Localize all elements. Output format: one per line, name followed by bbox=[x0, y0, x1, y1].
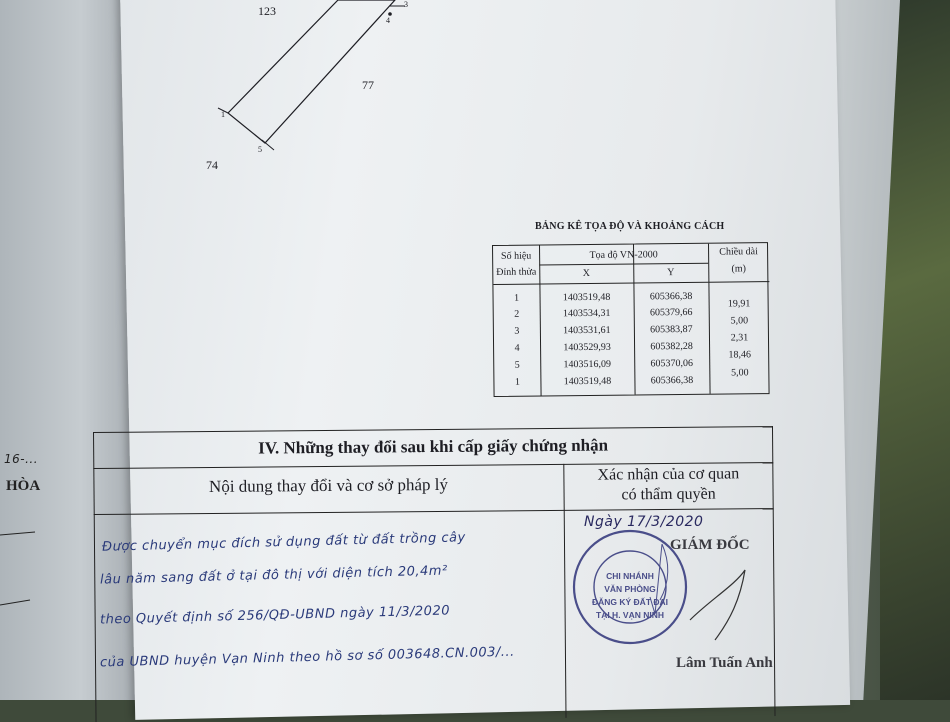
vertex-label-4: 4 bbox=[386, 16, 390, 25]
handwritten-line-2: lâu năm sang đất ở tại đô thị với diện tích 20,4m² bbox=[99, 563, 448, 588]
table-row-y: 605383,87 bbox=[650, 323, 693, 336]
header-confirmation bbox=[563, 464, 773, 506]
signer-title: GIÁM ĐỐC bbox=[670, 537, 750, 553]
table-row-y: 605379,66 bbox=[649, 306, 693, 319]
parcel-label-77: 77 bbox=[362, 78, 374, 92]
table-row-id: 1 bbox=[514, 376, 520, 388]
table-row-id: 4 bbox=[514, 342, 520, 354]
header-so-hieu: Số hiệu bbox=[500, 250, 532, 262]
header-confirmation-line1: Xác nhận của cơ quan bbox=[597, 465, 740, 484]
coordinate-table bbox=[492, 242, 770, 397]
left-margin-text: HÒA bbox=[6, 478, 41, 494]
header-x: X bbox=[582, 267, 590, 280]
segment-length: 5,00 bbox=[730, 315, 749, 327]
table-row-id: 5 bbox=[514, 359, 520, 371]
table-row-x: 1403529,93 bbox=[563, 341, 611, 354]
segment-length: 19,91 bbox=[727, 298, 751, 310]
signer-name: Lâm Tuấn Anh bbox=[676, 655, 773, 671]
header-dinh-thua: Đỉnh thửa bbox=[496, 266, 537, 278]
table-row-x: 1403516,09 bbox=[563, 358, 612, 371]
vertex-label-3: 3 bbox=[404, 0, 408, 9]
table-row-y: 605382,28 bbox=[650, 340, 693, 353]
table-row-y: 605366,38 bbox=[650, 374, 694, 387]
table-row-y: 605370,06 bbox=[650, 357, 694, 370]
parcel-label-123: 123 bbox=[258, 4, 276, 18]
table-row-x: 1403531,61 bbox=[563, 324, 611, 337]
stamp-line-4: TẠI H. VẠN NINH bbox=[596, 610, 664, 620]
table-row-id: 2 bbox=[514, 308, 520, 320]
boundary-tick bbox=[262, 140, 274, 150]
stamp-line-3: ĐĂNG KÝ ĐẤT ĐAI bbox=[591, 597, 669, 607]
vertex-label-5: 5 bbox=[258, 145, 262, 154]
table-row-x: 1403519,48 bbox=[562, 291, 611, 304]
stamp-line-2: VĂN PHÒNG bbox=[604, 584, 656, 594]
header-confirmation-line2: có thẩm quyền bbox=[621, 485, 716, 504]
table-row-id: 3 bbox=[514, 325, 520, 337]
parcel-outline bbox=[228, 0, 395, 143]
handwritten-line-1: Được chuyển mục đích sử dụng đất từ đất trồng cây bbox=[101, 530, 466, 555]
table-row-id: 1 bbox=[514, 292, 520, 304]
header-unit: (m) bbox=[731, 263, 747, 275]
vertex-label-1: 1 bbox=[221, 110, 225, 119]
header-chieu-dai: Chiều dài bbox=[719, 246, 758, 258]
table-row-x: 1403519,48 bbox=[563, 375, 612, 388]
stamp-line-1: CHI NHÁNH bbox=[606, 571, 654, 581]
table-row-y: 605366,38 bbox=[649, 290, 693, 303]
coordinate-table-title: BẢNG KÊ TỌA ĐỘ VÀ KHOẢNG CÁCH bbox=[535, 221, 725, 232]
left-margin-scribble: 16-... bbox=[4, 452, 39, 466]
header-y: Y bbox=[667, 267, 675, 279]
table-row-x: 1403534,31 bbox=[562, 307, 611, 320]
stamp-text bbox=[578, 570, 682, 622]
segment-length: 18,46 bbox=[728, 349, 751, 361]
handwritten-line-4: của UBND huyện Vạn Ninh theo hồ sơ số 003648.CN.003/... bbox=[99, 644, 515, 671]
segment-length: 2,31 bbox=[730, 332, 749, 344]
header-content-changes: Nội dung thay đổi và cơ sở pháp lý bbox=[208, 474, 449, 496]
segment-length: 5,00 bbox=[731, 367, 749, 379]
header-toa-do: Tọa độ VN-2000 bbox=[589, 249, 658, 261]
handwritten-line-3: theo Quyết định số 256/QĐ-UBND ngày 11/3/2020 bbox=[99, 603, 451, 628]
section-iv-title: IV. Những thay đổi sau khi cấp giấy chứng nhận bbox=[258, 435, 609, 458]
parcel-label-74: 74 bbox=[206, 158, 218, 172]
handwritten-date: Ngày 17/3/2020 bbox=[584, 514, 704, 530]
